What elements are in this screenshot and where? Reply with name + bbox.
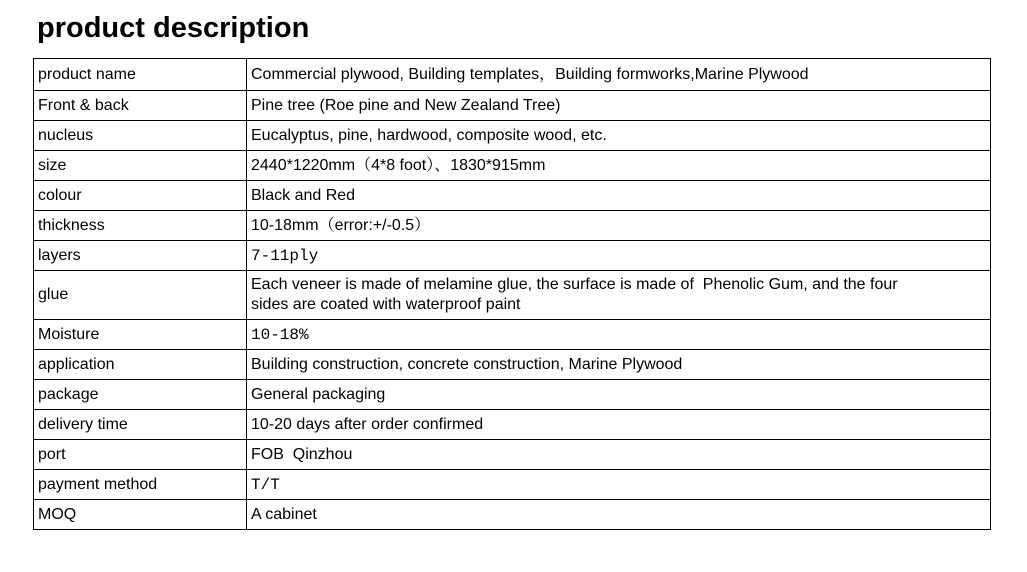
row-label: Moisture bbox=[34, 320, 247, 350]
row-value: Building construction, concrete construction, Marine Plywood bbox=[247, 350, 991, 380]
row-value: T/T bbox=[247, 470, 991, 500]
row-label: colour bbox=[34, 181, 247, 211]
row-label: nucleus bbox=[34, 121, 247, 151]
row-label: size bbox=[34, 151, 247, 181]
row-value: 7-11ply bbox=[247, 241, 991, 271]
row-value: 10-18mm（error:+/-0.5） bbox=[247, 211, 991, 241]
row-package bbox=[34, 380, 991, 410]
row-label: product name bbox=[34, 59, 247, 91]
row-moq bbox=[34, 500, 991, 530]
row-label: application bbox=[34, 350, 247, 380]
row-value: Pine tree (Roe pine and New Zealand Tree) bbox=[247, 91, 991, 121]
row-value: 10-18% bbox=[247, 320, 991, 350]
row-label: port bbox=[34, 440, 247, 470]
row-colour bbox=[34, 181, 991, 211]
row-value: Black and Red bbox=[247, 181, 991, 211]
row-value: FOB Qinzhou bbox=[247, 440, 991, 470]
row-thickness bbox=[34, 211, 991, 241]
row-size bbox=[34, 151, 991, 181]
row-label: thickness bbox=[34, 211, 247, 241]
row-label: glue bbox=[34, 271, 247, 320]
row-label: payment method bbox=[34, 470, 247, 500]
row-front-back bbox=[34, 91, 991, 121]
row-label: MOQ bbox=[34, 500, 247, 530]
row-value: Eucalyptus, pine, hardwood, composite wood, etc. bbox=[247, 121, 991, 151]
row-value: 10-20 days after order confirmed bbox=[247, 410, 991, 440]
row-glue bbox=[34, 271, 991, 320]
row-label: package bbox=[34, 380, 247, 410]
row-label: layers bbox=[34, 241, 247, 271]
row-value: Each veneer is made of melamine glue, the surface is made of Phenolic Gum, and the four sides are coated with waterproof paint bbox=[247, 271, 991, 320]
row-product-name bbox=[34, 59, 991, 91]
row-value: 2440*1220mm（4*8 foot）、1830*915mm bbox=[247, 151, 991, 181]
row-application bbox=[34, 350, 991, 380]
product-description-table bbox=[33, 58, 991, 530]
row-delivery-time bbox=[34, 410, 991, 440]
page-title: product description bbox=[37, 12, 310, 44]
row-label: Front & back bbox=[34, 91, 247, 121]
row-value: General packaging bbox=[247, 380, 991, 410]
row-payment-method bbox=[34, 470, 991, 500]
row-moisture bbox=[34, 320, 991, 350]
row-port bbox=[34, 440, 991, 470]
row-layers bbox=[34, 241, 991, 271]
row-label: delivery time bbox=[34, 410, 247, 440]
row-nucleus bbox=[34, 121, 991, 151]
row-value: A cabinet bbox=[247, 500, 991, 530]
row-value: Commercial plywood, Building templates，Building formworks,Marine Plywood bbox=[247, 59, 991, 91]
